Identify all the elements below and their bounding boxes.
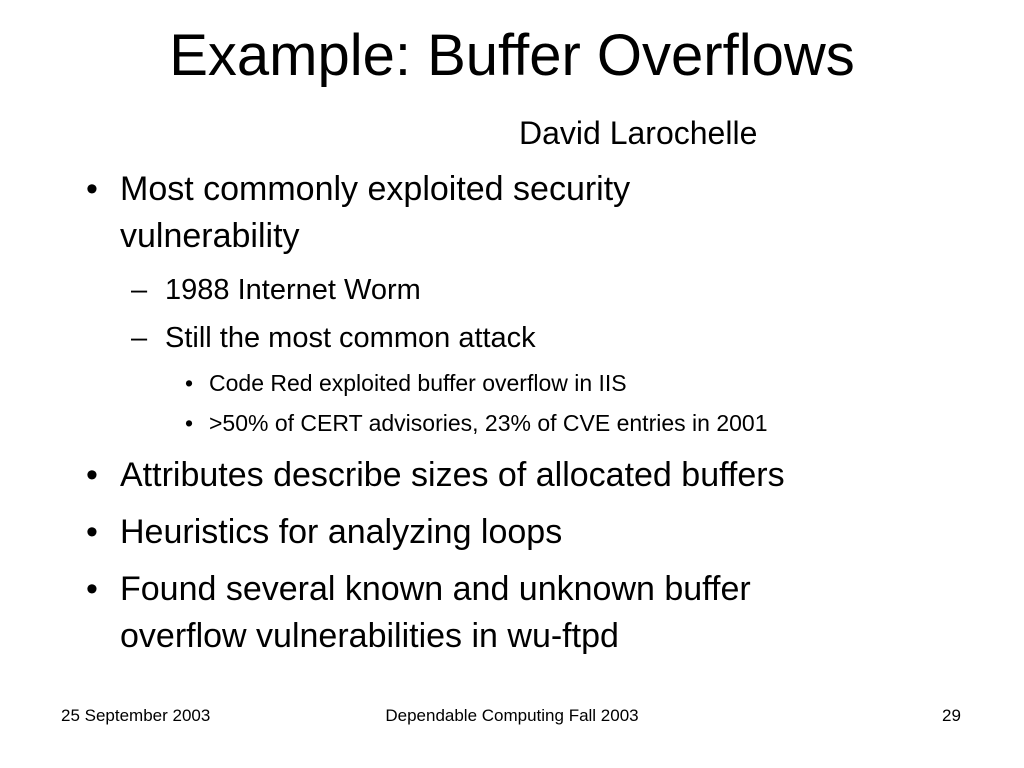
footer-course: Dependable Computing Fall 2003 [385, 706, 639, 725]
bullet-text-continued: vulnerability [120, 217, 300, 255]
slide-author: David Larochelle [519, 115, 758, 151]
bullet-text: Attributes describe sizes of allocated buffers [120, 456, 785, 494]
bullet-item [86, 509, 966, 556]
sub-sub-bullet-item [185, 408, 965, 438]
bullet-marker: – [131, 274, 148, 306]
bullet-text: >50% of CERT advisories, 23% of CVE entries in 2001 [209, 410, 768, 436]
bullet-marker: – [131, 322, 148, 354]
bullet-text: Code Red exploited buffer overflow in IIS [209, 370, 627, 396]
bullet-marker: • [86, 456, 98, 494]
bullet-marker: • [86, 513, 98, 551]
bullet-text: 1988 Internet Worm [165, 274, 421, 306]
sub-bullet-item [131, 272, 911, 308]
bullet-marker: • [185, 410, 194, 436]
footer-date: 25 September 2003 [61, 706, 211, 725]
bullet-text: Heuristics for analyzing loops [120, 513, 563, 551]
footer-page-number: 29 [942, 706, 961, 725]
bullet-marker: • [185, 370, 194, 396]
slide-title: Example: Buffer Overflows [169, 23, 855, 88]
bullet-marker: • [86, 570, 98, 608]
bullet-text: Found several known and unknown buffer [120, 570, 751, 608]
bullet-text: Still the most common attack [165, 322, 536, 354]
bullet-item [86, 566, 966, 660]
bullet-item [86, 452, 966, 499]
sub-bullet-item [131, 320, 911, 356]
bullet-item [86, 166, 906, 260]
bullet-text-continued: overflow vulnerabilities in wu-ftpd [120, 617, 619, 655]
sub-sub-bullet-item [185, 368, 945, 398]
bullet-marker: • [86, 170, 98, 208]
bullet-text: Most commonly exploited security [120, 170, 631, 208]
